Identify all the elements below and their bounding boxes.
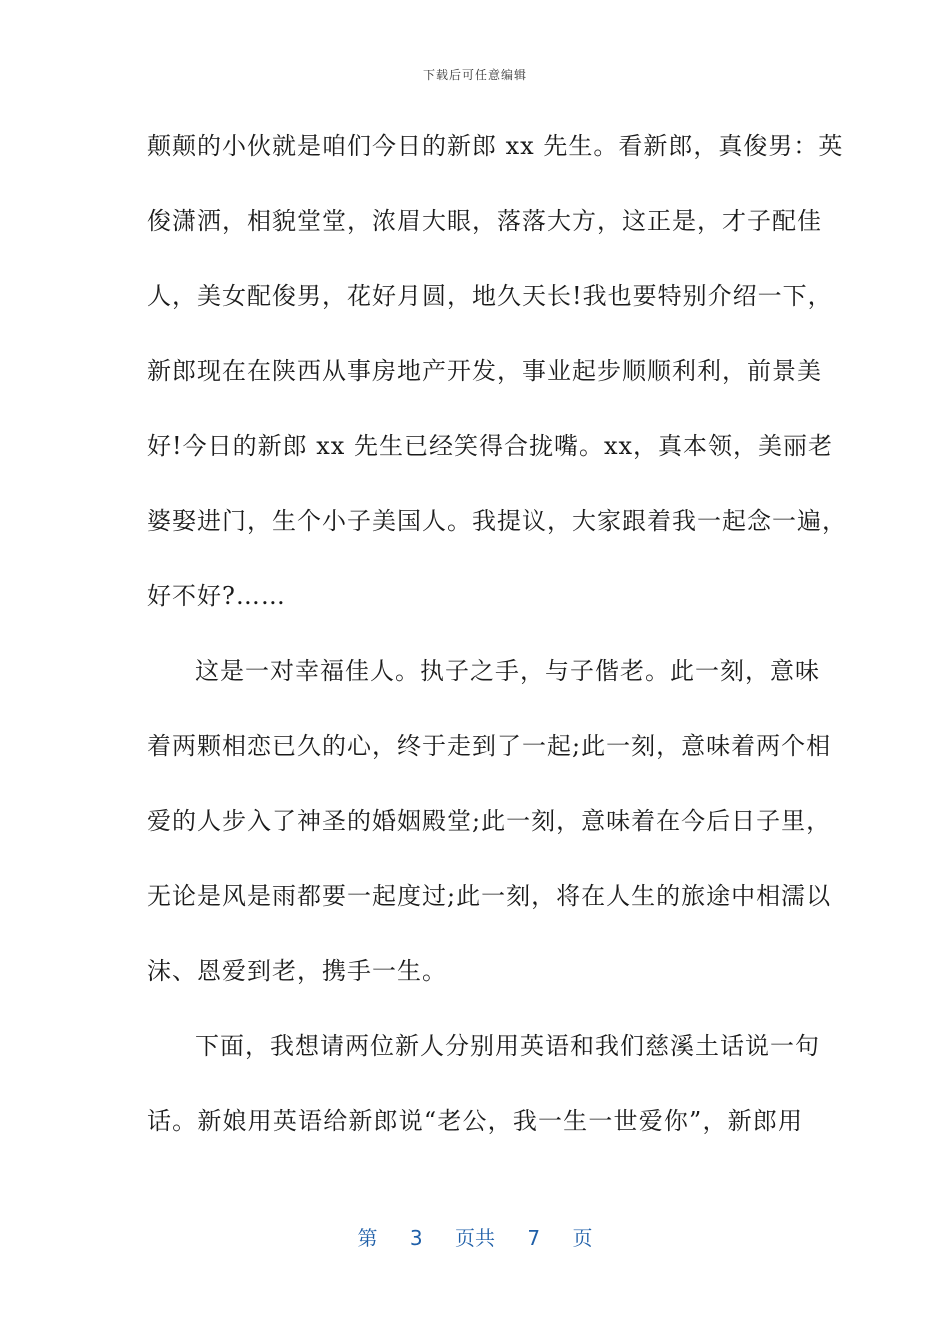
text-line: 新郎现在在陕西从事房地产开发，事业起步顺顺利利，前景美 <box>147 357 822 385</box>
text-line: 无论是风是雨都要一起度过;此一刻，将在人生的旅途中相濡以 <box>147 882 832 910</box>
text-line: 这是一对幸福佳人。执子之手，与子偕老。此一刻，意味 <box>195 657 820 685</box>
text-line: 人，美女配俊男，花好月圆，地久天长!我也要特别介绍一下， <box>147 282 833 310</box>
current-page-number: 3 <box>409 1226 423 1250</box>
text-line: 婆娶进门，生个小子美国人。我提议，大家跟着我一起念一遍， <box>147 507 847 535</box>
text-line: 好不好?…… <box>147 582 286 610</box>
text-line: 话。新娘用英语给新郎说“老公，我一生一世爱你”，新郎用 <box>147 1107 803 1135</box>
page-number-footer <box>0 1222 950 1251</box>
body-text <box>147 116 847 1166</box>
text-line: 俊潇洒，相貌堂堂，浓眉大眼，落落大方，这正是，才子配佳 <box>147 207 822 235</box>
text-line: 着两颗相恋已久的心，终于走到了一起;此一刻，意味着两个相 <box>147 732 832 760</box>
page-label-prefix: 第 <box>357 1226 378 1250</box>
text-line: 下面，我想请两位新人分别用英语和我们慈溪土话说一句 <box>195 1032 820 1060</box>
header-note: 下载后可任意编辑 <box>422 68 527 82</box>
page-label-mid: 页共 <box>455 1226 495 1250</box>
page-label-suffix: 页 <box>572 1226 593 1250</box>
text-line: 好!今日的新郎 xx 先生已经笑得合拢嘴。xx，真本领，美丽老 <box>147 432 834 460</box>
text-line: 沫、恩爱到老，携手一生。 <box>147 957 447 985</box>
text-line: 爱的人步入了神圣的婚姻殿堂;此一刻，意味着在今后日子里， <box>147 807 832 835</box>
text-line: 颠颠的小伙就是咱们今日的新郎 xx 先生。看新郎，真俊男：英 <box>147 132 844 160</box>
total-pages-number: 7 <box>527 1226 541 1250</box>
